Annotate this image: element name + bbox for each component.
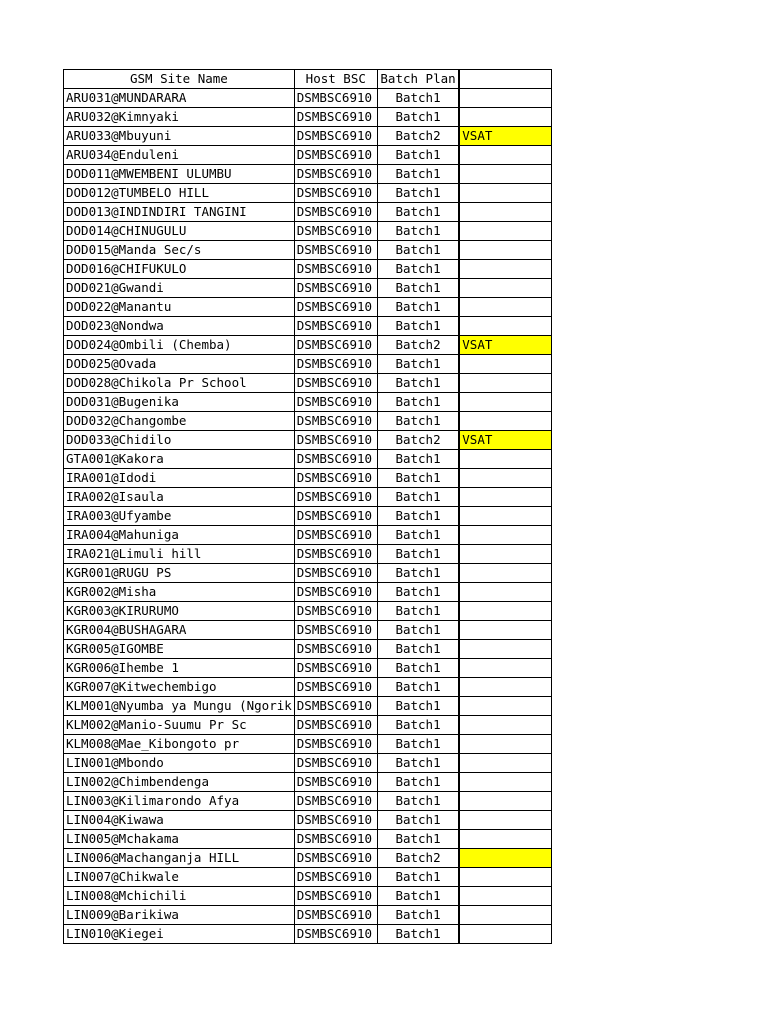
batch-plan-cell[interactable]: Batch1 <box>377 260 459 279</box>
table-row <box>64 355 552 374</box>
site-name-cell[interactable]: IRA021@Limuli hill <box>64 545 295 564</box>
host-bsc-cell[interactable]: DSMBSC6910 <box>294 640 377 659</box>
site-name-cell[interactable]: DOD014@CHINUGULU <box>64 222 295 241</box>
note-cell[interactable] <box>459 849 551 868</box>
host-bsc-cell[interactable]: DSMBSC6910 <box>294 241 377 260</box>
note-cell[interactable] <box>459 488 551 507</box>
site-name-cell[interactable]: DOD022@Manantu <box>64 298 295 317</box>
site-name-cell[interactable]: DOD011@MWEMBENI ULUMBU <box>64 165 295 184</box>
note-cell[interactable] <box>459 355 551 374</box>
note-cell[interactable] <box>459 108 551 127</box>
batch-plan-cell[interactable]: Batch1 <box>377 602 459 621</box>
host-bsc-cell[interactable]: DSMBSC6910 <box>294 545 377 564</box>
site-batch-table <box>63 69 552 944</box>
table-row <box>64 127 552 146</box>
batch-plan-cell[interactable]: Batch1 <box>377 450 459 469</box>
site-name-cell[interactable]: LIN007@Chikwale <box>64 868 295 887</box>
table-row <box>64 336 552 355</box>
batch-plan-cell[interactable]: Batch1 <box>377 583 459 602</box>
batch-plan-cell[interactable]: Batch1 <box>377 925 459 944</box>
site-name-cell[interactable]: KGR003@KIRURUMO <box>64 602 295 621</box>
table-row <box>64 165 552 184</box>
note-cell[interactable] <box>459 906 551 925</box>
site-name-cell[interactable]: DOD028@Chikola Pr School <box>64 374 295 393</box>
host-bsc-cell[interactable]: DSMBSC6910 <box>294 526 377 545</box>
batch-plan-cell[interactable]: Batch1 <box>377 659 459 678</box>
host-bsc-cell[interactable]: DSMBSC6910 <box>294 621 377 640</box>
note-cell[interactable] <box>459 222 551 241</box>
host-bsc-cell[interactable]: DSMBSC6910 <box>294 203 377 222</box>
batch-plan-cell[interactable]: Batch1 <box>377 678 459 697</box>
header-batch-plan[interactable]: Batch Plan <box>377 70 459 89</box>
host-bsc-cell[interactable]: DSMBSC6910 <box>294 564 377 583</box>
table-row <box>64 450 552 469</box>
table-row <box>64 89 552 108</box>
table-row <box>64 279 552 298</box>
header-gsm-site-name[interactable]: GSM Site Name <box>64 70 295 89</box>
note-cell[interactable] <box>459 868 551 887</box>
note-cell[interactable] <box>459 241 551 260</box>
note-cell[interactable] <box>459 279 551 298</box>
table-row <box>64 469 552 488</box>
host-bsc-cell[interactable]: DSMBSC6910 <box>294 906 377 925</box>
batch-plan-cell[interactable]: Batch1 <box>377 792 459 811</box>
site-name-cell[interactable]: DOD032@Changombe <box>64 412 295 431</box>
note-cell[interactable] <box>459 754 551 773</box>
batch-plan-cell[interactable]: Batch1 <box>377 355 459 374</box>
site-name-cell[interactable]: DOD025@Ovada <box>64 355 295 374</box>
header-row <box>64 70 552 89</box>
note-cell[interactable] <box>459 887 551 906</box>
host-bsc-cell[interactable]: DSMBSC6910 <box>294 412 377 431</box>
note-cell[interactable] <box>459 602 551 621</box>
host-bsc-cell[interactable]: DSMBSC6910 <box>294 697 377 716</box>
site-name-cell[interactable]: KGR007@Kitwechembigo <box>64 678 295 697</box>
site-name-cell[interactable]: LIN009@Barikiwa <box>64 906 295 925</box>
site-name-cell[interactable]: IRA002@Isaula <box>64 488 295 507</box>
host-bsc-cell[interactable]: DSMBSC6910 <box>294 222 377 241</box>
note-cell[interactable] <box>459 469 551 488</box>
host-bsc-cell[interactable]: DSMBSC6910 <box>294 887 377 906</box>
note-cell[interactable] <box>459 716 551 735</box>
host-bsc-cell[interactable]: DSMBSC6910 <box>294 108 377 127</box>
table-row <box>64 146 552 165</box>
note-cell[interactable] <box>459 146 551 165</box>
batch-plan-cell[interactable]: Batch1 <box>377 754 459 773</box>
site-name-cell[interactable]: ARU032@Kimnyaki <box>64 108 295 127</box>
note-cell[interactable] <box>459 811 551 830</box>
table-header <box>64 70 552 89</box>
header-note[interactable] <box>459 70 551 89</box>
host-bsc-cell[interactable]: DSMBSC6910 <box>294 89 377 108</box>
table-row <box>64 564 552 583</box>
note-cell[interactable] <box>459 374 551 393</box>
batch-plan-cell[interactable]: Batch1 <box>377 545 459 564</box>
site-name-cell[interactable]: DOD023@Nondwa <box>64 317 295 336</box>
note-cell[interactable] <box>459 89 551 108</box>
site-name-cell[interactable]: DOD016@CHIFUKULO <box>64 260 295 279</box>
note-cell[interactable] <box>459 298 551 317</box>
site-name-cell[interactable]: IRA003@Ufyambe <box>64 507 295 526</box>
table-row <box>64 735 552 754</box>
site-name-cell[interactable]: DOD021@Gwandi <box>64 279 295 298</box>
note-cell[interactable] <box>459 450 551 469</box>
header-host-bsc[interactable]: Host BSC <box>294 70 377 89</box>
batch-plan-cell[interactable]: Batch2 <box>377 849 459 868</box>
batch-plan-cell[interactable]: Batch1 <box>377 298 459 317</box>
batch-plan-cell[interactable]: Batch1 <box>377 317 459 336</box>
host-bsc-cell[interactable]: DSMBSC6910 <box>294 146 377 165</box>
batch-plan-cell[interactable]: Batch1 <box>377 716 459 735</box>
table-row <box>64 906 552 925</box>
batch-plan-cell[interactable]: Batch1 <box>377 146 459 165</box>
note-cell[interactable] <box>459 545 551 564</box>
note-cell[interactable] <box>459 583 551 602</box>
host-bsc-cell[interactable]: DSMBSC6910 <box>294 260 377 279</box>
table-row <box>64 507 552 526</box>
table-row <box>64 526 552 545</box>
host-bsc-cell[interactable]: DSMBSC6910 <box>294 279 377 298</box>
site-name-cell[interactable]: ARU031@MUNDARARA <box>64 89 295 108</box>
table-row <box>64 431 552 450</box>
host-bsc-cell[interactable]: DSMBSC6910 <box>294 716 377 735</box>
site-name-cell[interactable]: LIN003@Kilimarondo Afya <box>64 792 295 811</box>
batch-plan-cell[interactable]: Batch1 <box>377 887 459 906</box>
batch-plan-cell[interactable]: Batch1 <box>377 108 459 127</box>
batch-plan-cell[interactable]: Batch1 <box>377 735 459 754</box>
batch-plan-cell[interactable]: Batch1 <box>377 697 459 716</box>
table-row <box>64 374 552 393</box>
table-row <box>64 203 552 222</box>
note-cell[interactable] <box>459 678 551 697</box>
batch-plan-cell[interactable]: Batch1 <box>377 89 459 108</box>
table-body <box>64 89 552 944</box>
note-cell[interactable] <box>459 564 551 583</box>
note-cell[interactable] <box>459 260 551 279</box>
site-name-cell[interactable]: DOD012@TUMBELO HILL <box>64 184 295 203</box>
batch-plan-cell[interactable]: Batch1 <box>377 469 459 488</box>
batch-plan-cell[interactable]: Batch1 <box>377 640 459 659</box>
note-cell[interactable]: VSAT <box>459 336 551 355</box>
batch-plan-cell[interactable]: Batch1 <box>377 165 459 184</box>
host-bsc-cell[interactable]: DSMBSC6910 <box>294 127 377 146</box>
note-cell[interactable] <box>459 393 551 412</box>
batch-plan-cell[interactable]: Batch1 <box>377 203 459 222</box>
table-row <box>64 697 552 716</box>
note-cell[interactable] <box>459 925 551 944</box>
batch-plan-cell[interactable]: Batch1 <box>377 773 459 792</box>
site-name-cell[interactable]: LIN006@Machanganja HILL <box>64 849 295 868</box>
batch-plan-cell[interactable]: Batch2 <box>377 127 459 146</box>
note-cell[interactable] <box>459 203 551 222</box>
table-row <box>64 716 552 735</box>
site-name-cell[interactable]: DOD013@INDINDIRI TANGINI <box>64 203 295 222</box>
batch-plan-cell[interactable]: Batch1 <box>377 279 459 298</box>
host-bsc-cell[interactable]: DSMBSC6910 <box>294 811 377 830</box>
table-row <box>64 184 552 203</box>
site-name-cell[interactable]: GTA001@Kakora <box>64 450 295 469</box>
site-name-cell[interactable]: KLM008@Mae_Kibongoto pr <box>64 735 295 754</box>
table-row <box>64 260 552 279</box>
site-name-cell[interactable]: KLM002@Manio-Suumu Pr Sc <box>64 716 295 735</box>
note-cell[interactable]: VSAT <box>459 127 551 146</box>
site-name-cell[interactable]: DOD033@Chidilo <box>64 431 295 450</box>
site-name-cell[interactable]: KGR005@IGOMBE <box>64 640 295 659</box>
note-cell[interactable] <box>459 640 551 659</box>
note-cell[interactable] <box>459 165 551 184</box>
table-row <box>64 925 552 944</box>
site-name-cell[interactable]: LIN002@Chimbendenga <box>64 773 295 792</box>
note-cell[interactable] <box>459 830 551 849</box>
note-cell[interactable] <box>459 507 551 526</box>
note-cell[interactable] <box>459 697 551 716</box>
batch-plan-cell[interactable]: Batch1 <box>377 374 459 393</box>
site-name-cell[interactable]: DOD024@Ombili (Chemba) <box>64 336 295 355</box>
host-bsc-cell[interactable]: DSMBSC6910 <box>294 184 377 203</box>
table-row <box>64 792 552 811</box>
table-row <box>64 887 552 906</box>
note-cell[interactable] <box>459 412 551 431</box>
table-row <box>64 298 552 317</box>
table-row <box>64 108 552 127</box>
table-row <box>64 621 552 640</box>
site-name-cell[interactable]: KGR001@RUGU PS <box>64 564 295 583</box>
batch-plan-cell[interactable]: Batch1 <box>377 811 459 830</box>
host-bsc-cell[interactable]: DSMBSC6910 <box>294 849 377 868</box>
host-bsc-cell[interactable]: DSMBSC6910 <box>294 431 377 450</box>
note-cell[interactable] <box>459 184 551 203</box>
host-bsc-cell[interactable]: DSMBSC6910 <box>294 792 377 811</box>
table-row <box>64 754 552 773</box>
site-name-cell[interactable]: LIN010@Kiegei <box>64 925 295 944</box>
table-row <box>64 488 552 507</box>
batch-plan-cell[interactable]: Batch1 <box>377 621 459 640</box>
batch-plan-cell[interactable]: Batch1 <box>377 241 459 260</box>
batch-plan-cell[interactable]: Batch1 <box>377 564 459 583</box>
host-bsc-cell[interactable]: DSMBSC6910 <box>294 298 377 317</box>
table-row <box>64 640 552 659</box>
host-bsc-cell[interactable]: DSMBSC6910 <box>294 469 377 488</box>
host-bsc-cell[interactable]: DSMBSC6910 <box>294 925 377 944</box>
table-row <box>64 241 552 260</box>
site-name-cell[interactable]: ARU033@Mbuyuni <box>64 127 295 146</box>
table-row <box>64 317 552 336</box>
host-bsc-cell[interactable]: DSMBSC6910 <box>294 602 377 621</box>
table-row <box>64 393 552 412</box>
batch-plan-cell[interactable]: Batch1 <box>377 906 459 925</box>
host-bsc-cell[interactable]: DSMBSC6910 <box>294 868 377 887</box>
host-bsc-cell[interactable]: DSMBSC6910 <box>294 678 377 697</box>
table-row <box>64 602 552 621</box>
table-row <box>64 811 552 830</box>
host-bsc-cell[interactable]: DSMBSC6910 <box>294 336 377 355</box>
batch-plan-cell[interactable]: Batch1 <box>377 830 459 849</box>
host-bsc-cell[interactable]: DSMBSC6910 <box>294 317 377 336</box>
table-row <box>64 849 552 868</box>
host-bsc-cell[interactable]: DSMBSC6910 <box>294 659 377 678</box>
site-name-cell[interactable]: KGR006@Ihembe 1 <box>64 659 295 678</box>
site-name-cell[interactable]: LIN001@Mbondo <box>64 754 295 773</box>
host-bsc-cell[interactable]: DSMBSC6910 <box>294 583 377 602</box>
table-row <box>64 545 552 564</box>
site-name-cell[interactable]: ARU034@Enduleni <box>64 146 295 165</box>
site-name-cell[interactable]: DOD031@Bugenika <box>64 393 295 412</box>
batch-plan-cell[interactable]: Batch1 <box>377 868 459 887</box>
site-name-cell[interactable]: LIN005@Mchakama <box>64 830 295 849</box>
batch-plan-cell[interactable]: Batch1 <box>377 507 459 526</box>
note-cell[interactable] <box>459 792 551 811</box>
host-bsc-cell[interactable]: DSMBSC6910 <box>294 355 377 374</box>
batch-plan-cell[interactable]: Batch1 <box>377 412 459 431</box>
host-bsc-cell[interactable]: DSMBSC6910 <box>294 507 377 526</box>
host-bsc-cell[interactable]: DSMBSC6910 <box>294 488 377 507</box>
host-bsc-cell[interactable]: DSMBSC6910 <box>294 773 377 792</box>
site-name-cell[interactable]: KGR004@BUSHAGARA <box>64 621 295 640</box>
batch-plan-cell[interactable]: Batch1 <box>377 488 459 507</box>
table-row <box>64 659 552 678</box>
table-row <box>64 773 552 792</box>
site-name-cell[interactable]: IRA001@Idodi <box>64 469 295 488</box>
host-bsc-cell[interactable]: DSMBSC6910 <box>294 393 377 412</box>
note-cell[interactable] <box>459 317 551 336</box>
host-bsc-cell[interactable]: DSMBSC6910 <box>294 754 377 773</box>
note-cell[interactable]: VSAT <box>459 431 551 450</box>
note-cell[interactable] <box>459 735 551 754</box>
table-row <box>64 583 552 602</box>
batch-plan-cell[interactable]: Batch1 <box>377 222 459 241</box>
table-row <box>64 678 552 697</box>
site-name-cell[interactable]: IRA004@Mahuniga <box>64 526 295 545</box>
site-name-cell[interactable]: KLM001@Nyumba ya Mungu (Ngorik <box>64 697 295 716</box>
site-name-cell[interactable]: DOD015@Manda Sec/s <box>64 241 295 260</box>
batch-plan-cell[interactable]: Batch1 <box>377 184 459 203</box>
note-cell[interactable] <box>459 659 551 678</box>
host-bsc-cell[interactable]: DSMBSC6910 <box>294 830 377 849</box>
batch-plan-cell[interactable]: Batch1 <box>377 393 459 412</box>
host-bsc-cell[interactable]: DSMBSC6910 <box>294 374 377 393</box>
table-row <box>64 222 552 241</box>
table-row <box>64 412 552 431</box>
note-cell[interactable] <box>459 526 551 545</box>
batch-plan-cell[interactable]: Batch1 <box>377 526 459 545</box>
host-bsc-cell[interactable]: DSMBSC6910 <box>294 165 377 184</box>
batch-plan-cell[interactable]: Batch2 <box>377 336 459 355</box>
note-cell[interactable] <box>459 773 551 792</box>
site-name-cell[interactable]: LIN008@Mchichili <box>64 887 295 906</box>
site-name-cell[interactable]: LIN004@Kiwawa <box>64 811 295 830</box>
host-bsc-cell[interactable]: DSMBSC6910 <box>294 450 377 469</box>
table-row <box>64 868 552 887</box>
host-bsc-cell[interactable]: DSMBSC6910 <box>294 735 377 754</box>
note-cell[interactable] <box>459 621 551 640</box>
batch-plan-cell[interactable]: Batch2 <box>377 431 459 450</box>
site-name-cell[interactable]: KGR002@Misha <box>64 583 295 602</box>
table-row <box>64 830 552 849</box>
